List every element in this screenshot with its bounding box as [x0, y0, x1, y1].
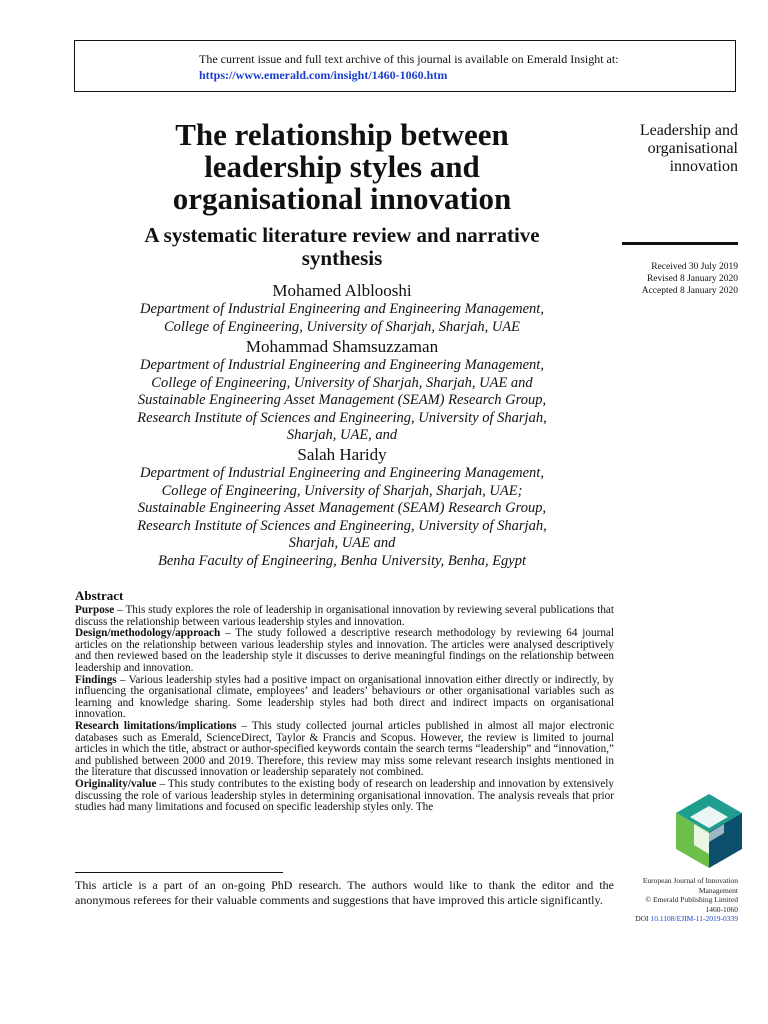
- affiliation-line: Department of Industrial Engineering and Engineering Management,: [140, 301, 544, 317]
- section-text: – Various leadership styles had a positive impact on organisational innovation either directly or indirectly, by influencing the organisational climate, employees’ and leaders’ behaviours or other organisational variables such as learning and knowledge sharing. Some leadership styles had both direct and indirect impacts on organisational innovation.: [75, 673, 614, 721]
- affiliation-line: Sharjah, UAE and: [288, 535, 396, 551]
- article-dates: [600, 261, 738, 297]
- author-affiliation: [80, 301, 604, 336]
- journal-name-line: European Journal of Innovation: [642, 876, 738, 885]
- affiliation-line: Sustainable Engineering Asset Management (SEAM) Research Group,: [137, 500, 547, 516]
- affiliation-line: College of Engineering, University of Sharjah, Sharjah, UAE;: [161, 482, 523, 499]
- section-text: – The study followed a descriptive research methodology by reviewing 64 journal articles on the relationship between various leadership styles and innovation. The articles were analysed descriptively and then reviewed based on the leadership style it discusses to derive meaningful findings on the relationship between leadership and innovation.: [75, 627, 614, 674]
- abstract-body: [75, 605, 614, 814]
- running-title: [606, 122, 738, 176]
- section-label: Research limitations/implications: [75, 719, 237, 732]
- abstract-originality: [75, 779, 614, 814]
- publisher: © Emerald Publishing Limited: [645, 895, 738, 904]
- affiliation-line: Benha Faculty of Engineering, Benha University, Benha, Egypt: [157, 552, 527, 569]
- footnote-text: This article is a part of an on-going PhD research. The authors would like to thank the editor and the anonymous referees for their valuable comments and suggestions that have improved this article significantly.: [75, 878, 614, 907]
- section-label: Purpose: [75, 604, 115, 616]
- title-line: The relationship between: [175, 117, 509, 152]
- author-name: Mohamed Alblooshi: [272, 281, 412, 300]
- affiliation-line: College of Engineering, University of Sharjah, Sharjah, UAE and: [151, 374, 533, 391]
- abstract-findings: [75, 675, 614, 721]
- subtitle-line: synthesis: [301, 246, 383, 270]
- section-text: – This study collected journal articles published in almost all major electronic databases such as Emerald, ScienceDirect, Taylor & Francis and Scopus. However, the review is limited to journal articles in which the title, abstract or author-specified keywords contain the search terms “leadership” and “innovation,” and published between 2000 and 2019. Therefore, this review may miss some relevant research insights mentioned in the literature that discussed innovation or leadership separately not combined.: [75, 719, 614, 779]
- affiliation-line: Department of Industrial Engineering and Engineering Management,: [140, 357, 544, 373]
- section-label: Design/methodology/approach: [75, 627, 221, 640]
- abstract-purpose: [75, 605, 614, 628]
- article-title: [90, 119, 594, 215]
- affiliation-line: Research Institute of Sciences and Engineering, University of Sharjah,: [137, 517, 547, 534]
- author-name: Salah Haridy: [297, 445, 387, 464]
- subtitle-line: A systematic literature review and narrative: [144, 223, 540, 247]
- footnote-divider: [75, 872, 283, 873]
- section-label: Findings: [75, 673, 117, 686]
- affiliation-line: Sustainable Engineering Asset Management (SEAM) Research Group,: [137, 392, 547, 408]
- running-title-line: innovation: [669, 158, 738, 175]
- abstract-limitations: [75, 721, 614, 779]
- title-line: leadership styles and: [204, 149, 480, 184]
- author-affiliation: [80, 465, 604, 570]
- emerald-crossmark-logo-icon: [674, 792, 744, 870]
- accepted-date: Accepted 8 January 2020: [641, 286, 738, 296]
- section-text: – This study contributes to the existing body of research on leadership and innovation by extensively discussing the role of various leadership styles in determining organisational innovation. The analysis reveals that prior studies had many limitations and focused on specific leadership styles only. The: [75, 777, 614, 814]
- doi-line: [610, 914, 738, 924]
- received-date: Received 30 July 2019: [651, 262, 738, 272]
- doi-label: DOI: [635, 914, 649, 923]
- article-subtitle: [80, 224, 604, 270]
- affiliation-line: College of Engineering, University of Sharjah, Sharjah, UAE: [163, 318, 520, 335]
- availability-text: The current issue and full text archive of this journal is available on Emerald Insight at:: [199, 52, 619, 66]
- abstract-heading: Abstract: [75, 588, 124, 603]
- journal-info: [610, 876, 738, 924]
- revised-date: Revised 8 January 2020: [646, 274, 738, 284]
- affiliation-line: Sharjah, UAE, and: [286, 427, 398, 443]
- affiliation-line: Department of Industrial Engineering and Engineering Management,: [140, 465, 544, 481]
- issn: 1460-1060: [705, 904, 738, 914]
- author-affiliation: [80, 357, 604, 445]
- section-divider: [622, 242, 738, 245]
- running-title-line: organisational: [647, 140, 738, 157]
- doi-link[interactable]: 10.1108/EJIM-11-2019-0339: [650, 914, 738, 923]
- section-text: – This study explores the role of leadership in organisational innovation by reviewing several publications that discuss the relationship between various leadership styles and innovation.: [75, 604, 614, 628]
- abstract-design: [75, 628, 614, 674]
- title-line: organisational innovation: [172, 181, 512, 216]
- section-label: Originality/value: [75, 777, 157, 790]
- author-name: Mohammad Shamsuzzaman: [245, 337, 439, 356]
- journal-url-link[interactable]: https://www.emerald.com/insight/1460-1060.htm: [199, 68, 448, 82]
- journal-name-line: Management: [698, 885, 738, 895]
- affiliation-line: Research Institute of Sciences and Engineering, University of Sharjah,: [137, 409, 547, 426]
- running-title-line: Leadership and: [639, 122, 738, 139]
- journal-availability-box: [74, 40, 736, 92]
